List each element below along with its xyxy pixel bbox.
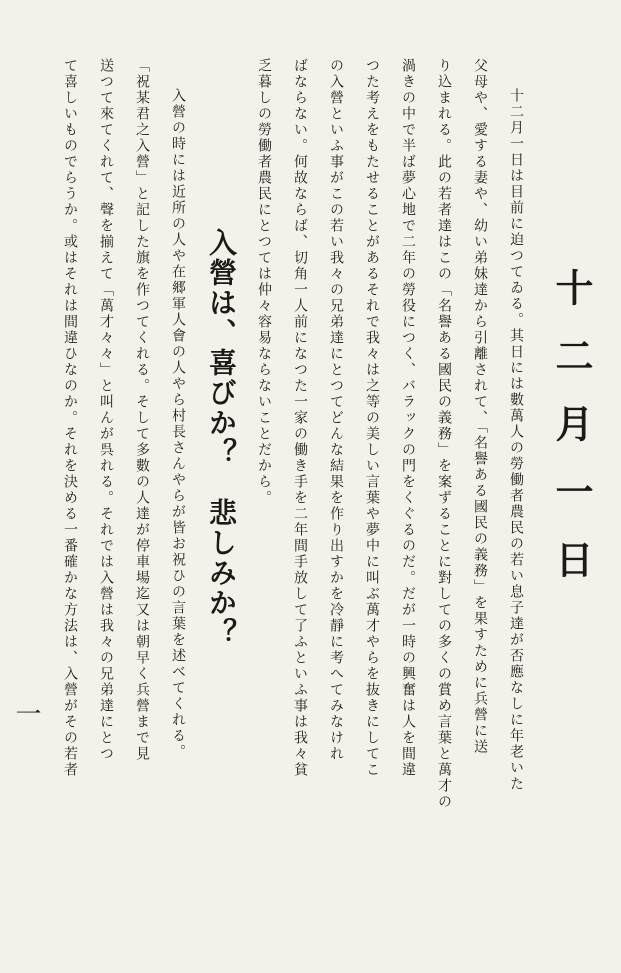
body-column: 十二月一日は目前に迫つてゐる。其日には數萬人の勞働者農民の若い息子達が否應なしに年老いた bbox=[508, 88, 524, 792]
vertical-text-block bbox=[49, 58, 603, 953]
body-column: 乏暮しの勞働者農民にとつては仲々容易ならないことだから。 bbox=[256, 58, 272, 506]
body-column: 渦きの中で半ば夢心地で二年の勞役につく、バラックの門をくぐるのだ。だが一時の興奮は人を間違 bbox=[400, 58, 416, 778]
body-column: ばならない。何故ならば、切角一人前になつた一家の働き手を二年間手放して了ふといふ事は我々貧 bbox=[292, 58, 308, 778]
body-column: 「祝某君之入營」と記した旗を作つてくれる。そして多數の人達が停車場迄又は朝早く兵營まで見 bbox=[134, 58, 150, 762]
section-heading: 入營は、喜びか？ 悲しみか？ bbox=[205, 228, 238, 648]
body-column: の入營といふ事がこの若い我々の兄弟達にとつてどんな結果を作り出すかを冷靜に考へてみなけれ bbox=[328, 58, 344, 762]
body-column: 送つて來てくれて、聲を揃えて「萬才々々」と叫んが呉れる。それでは入營は我々の兄弟達にとつ bbox=[98, 58, 114, 762]
page-title: 十二月一日 bbox=[549, 268, 594, 608]
body-column: 父母や、愛する妻や、幼い弟妹達から引離されて、「名譽ある國民の義務」を果すために兵營に送 bbox=[472, 58, 488, 755]
page-number: 一 bbox=[11, 700, 41, 726]
body-column: り込まれる。此の若者達はこの「名譽ある國民の義務」を案ずることに對しての多くの賞め言葉と萬才の bbox=[436, 58, 452, 810]
body-column: つた考えをもたせることがあるそれで我々は之等の美しい言葉や夢中に叫ぶ萬才やらを抜きにしてこ bbox=[364, 58, 380, 778]
body-column: 入營の時には近所の人や在郷軍人會の人やら村長さんやらが皆お祝ひの言葉を述べてくれる。 bbox=[170, 88, 186, 760]
body-column: て喜しいものでらうか。或はそれは間違ひなのか。それを決める一番確かな方法は、入營がその若者 bbox=[62, 58, 78, 778]
